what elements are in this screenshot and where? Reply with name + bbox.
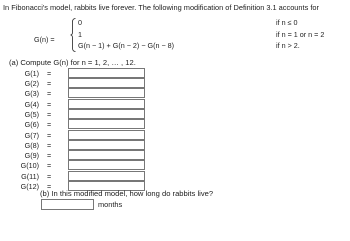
g9-input[interactable] [68,150,145,160]
g-label-1: G(1) [24,69,39,78]
brace-icon [70,18,76,52]
g-row-6 [14,119,51,130]
g6-input[interactable] [68,119,145,129]
equals-sign: = [47,182,52,191]
equals-sign: = [47,79,52,88]
g10-input[interactable] [68,160,145,170]
equals-sign: = [47,69,52,78]
g-label-6: G(6) [24,120,39,129]
g-label-9: G(9) [24,151,39,160]
g5-input[interactable] [68,109,145,119]
equals-sign: = [47,110,52,119]
g2-input[interactable] [68,78,145,88]
answer-unit: months [98,200,123,209]
g3-input[interactable] [68,88,145,98]
case-2-expression: 1 [78,30,82,39]
g-label-10: G(10) [20,161,39,170]
g-row-10 [14,160,51,171]
g-label-8: G(8) [24,141,39,150]
case-1-expression: 0 [78,18,82,27]
lifespan-answer-input[interactable] [41,199,94,210]
g-label-12: G(12) [20,182,39,191]
definition-lhs: G(n) = [34,35,55,44]
equals-sign: = [47,100,52,109]
equals-sign: = [47,151,52,160]
equals-sign: = [47,172,52,181]
g1-input[interactable] [68,68,145,78]
equals-sign: = [47,89,52,98]
case-3-expression: G(n − 1) + G(n − 2) − G(n − 8) [78,41,175,50]
g8-input[interactable] [68,140,145,150]
case-1-condition: if n ≤ 0 [276,18,298,27]
g-label-11: G(11) [21,172,39,181]
part-a-prompt: (a) Compute G(n) for n = 1, 2, … , 12. [9,58,136,67]
g-label-4: G(4) [24,100,39,109]
g7-input[interactable] [68,130,145,140]
equals-sign: = [47,141,52,150]
case-3-condition: if n > 2. [276,41,300,50]
g-label-2: G(2) [24,79,39,88]
g-label-3: G(3) [24,89,39,98]
intro-text: In Fibonacci's model, rabbits live forever. The following modification of Definition 3.1 accounts for [3,3,319,12]
g-label-5: G(5) [24,110,39,119]
g-row-3 [14,88,51,99]
equals-sign: = [47,131,52,140]
equals-sign: = [47,161,52,170]
case-2-condition: if n = 1 or n = 2 [276,30,325,39]
g11-input[interactable] [68,171,145,181]
g-label-7: G(7) [24,131,39,140]
part-b-prompt: (b) In this modified model, how long do rabbits live? [40,189,214,198]
equals-sign: = [47,120,52,129]
g4-input[interactable] [68,99,145,109]
